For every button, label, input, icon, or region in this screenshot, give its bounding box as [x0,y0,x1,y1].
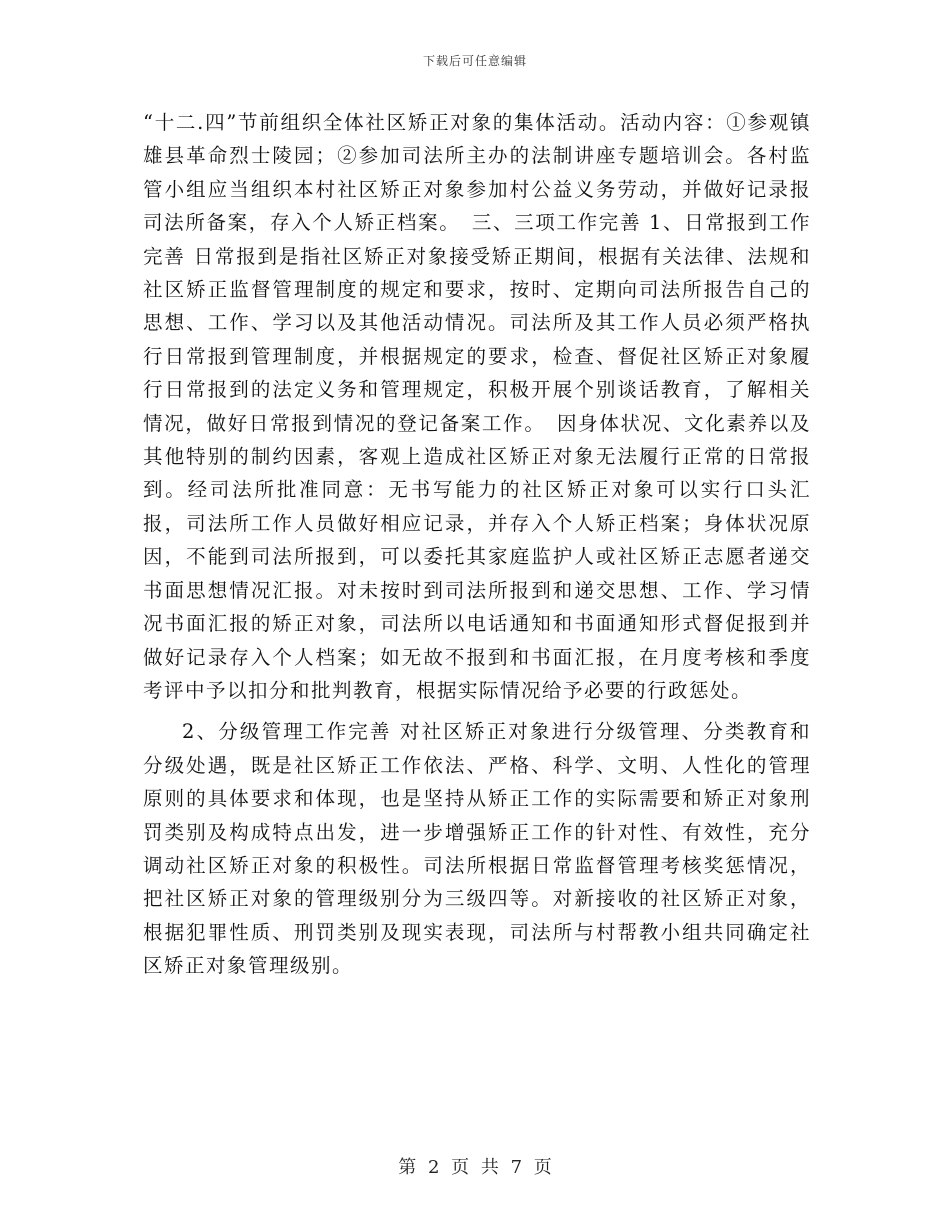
page-number: 第 2 页 共 7 页 [398,1157,552,1178]
paragraph: 2、分级管理工作完善 对社区矫正对象进行分级管理、分类教育和分级处遇，既是社区矫正工作依法、严格、科学、文明、人性化的管理原则的具体要求和体现，也是坚持从矫正工作的实际需要和矫正对象刑罚类别及构成特点出发，进一步增强矫正工作的针对性、有效性，充分调动社区矫正对象的积极性。司法所根据日常监督管理考核奖惩情况，把社区矫正对象的管理级别分为三级四等。对新接收的社区矫正对象，根据犯罪性质、刑罚类别及现实表现，司法所与村帮教小组共同确定社区矫正对象管理级别。 [143,720,811,978]
document-body [143,106,811,983]
page-header: 下载后可任意编辑 [422,54,527,68]
paragraph: “十二.四”节前组织全体社区矫正对象的集体活动。活动内容：①参观镇雄县革命烈士陵园；②参加司法所主办的法制讲座专题培训会。各村监管小组应当组织本村社区矫正对象参加村公益义务劳动，并做好记录报司法所备案，存入个人矫正档案。 三、三项工作完善 1、日常报到工作完善 日常报到是指社区矫正对象接受矫正期间，根据有关法律、法规和社区矫正监督管理制度的规定和要求，按时、定期向司法所报告自己的思想、工作、学习以及其他活动情况。司法所及其工作人员必须严格执行日常报到管理制度，并根据规定的要求，检查、督促社区矫正对象履行日常报到的法定义务和管理规定，积极开展个别谈话教育，了解相关情况，做好日常报到情况的登记备案工作。 因身体状况、文化素养以及其他特别的制约因素，客观上造成社区矫正对象无法履行正常的日常报到。经司法所批准同意：无书写能力的社区矫正对象可以实行口头汇报，司法所工作人员做好相应记录，并存入个人矫正档案；身体状况原因，不能到司法所报到，可以委托其家庭监护人或社区矫正志愿者递交书面思想情况汇报。对未按时到司法所报到和递交思想、工作、学习情况书面汇报的矫正对象，司法所以电话通知和书面通知形式督促报到并做好记录存入个人档案；如无故不报到和书面汇报，在月度考核和季度考评中予以扣分和批判教育，根据实际情况给予必要的行政惩处。 [143,111,811,702]
